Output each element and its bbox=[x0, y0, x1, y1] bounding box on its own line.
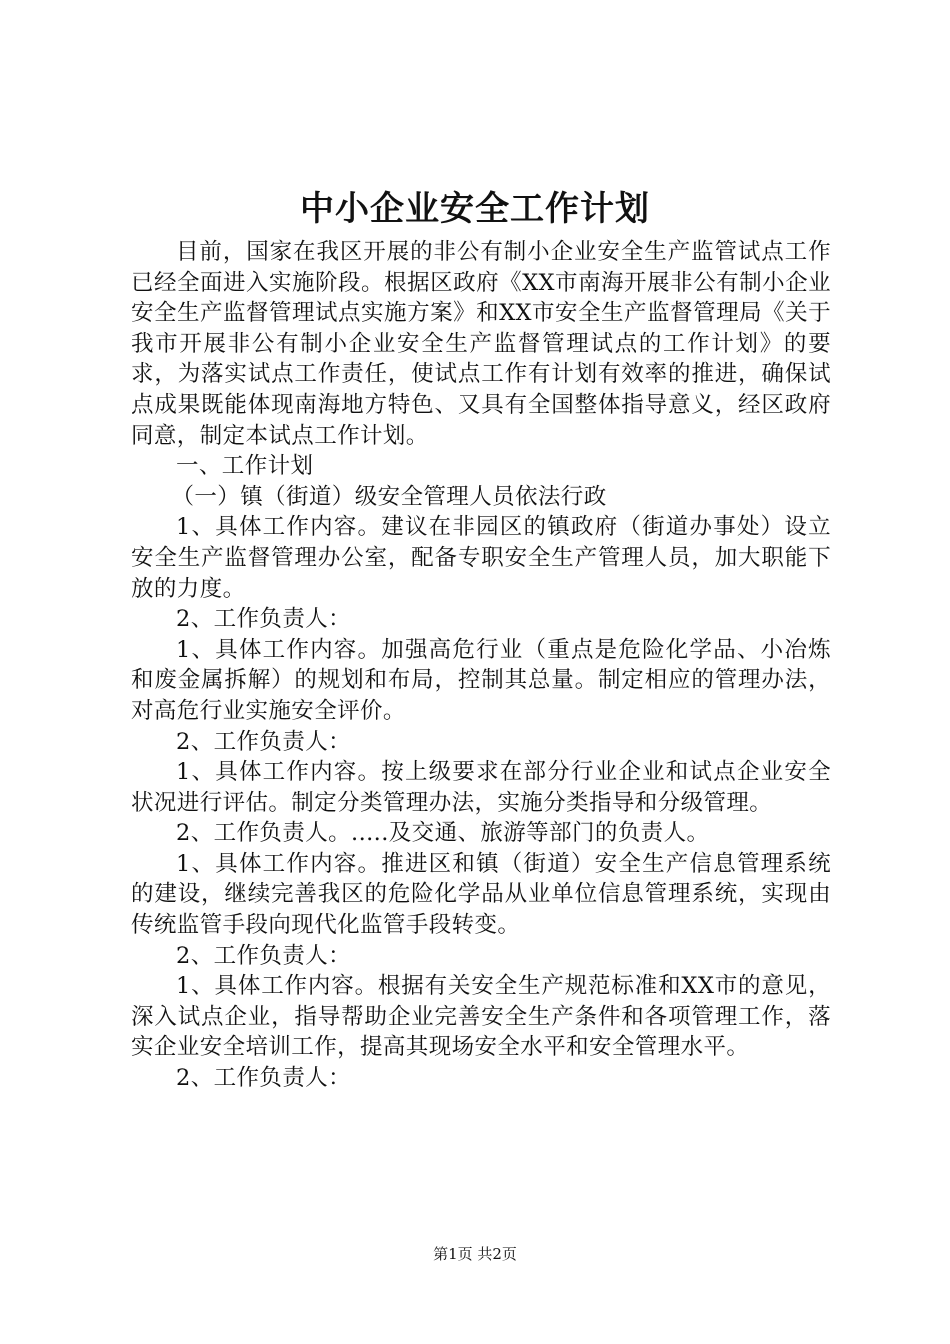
section-heading: 一、工作计划 bbox=[176, 453, 314, 480]
subsection-heading: （一）镇（街道）级安全管理人员依法行政 bbox=[171, 483, 607, 510]
body-paragraph: 1、具体工作内容。加强高危行业（重点是危险化学品、小冶炼和废金属拆解）的规划和布局，控制其总量。制定相应的管理办法，对高危行业实施安全评价。 bbox=[131, 636, 831, 724]
body-paragraph: 1、具体工作内容。建议在非园区的镇政府（街道办事处）设立安全生产监督管理办公室，配备专职安全生产管理人员，加大职能下放的力度。 bbox=[131, 514, 831, 602]
document-body bbox=[131, 237, 831, 1094]
document-title: 中小企业安全工作计划 bbox=[300, 189, 650, 229]
body-paragraph: 2、工作负责人。.....及交通、旅游等部门的负责人。 bbox=[176, 820, 710, 847]
body-paragraph: 2、工作负责人： bbox=[176, 728, 352, 755]
body-paragraph: 1、具体工作内容。按上级要求在部分行业企业和试点企业安全状况进行评估。制定分类管理办法，实施分类指导和分级管理。 bbox=[131, 759, 831, 816]
intro-paragraph: 目前，国家在我区开展的非公有制小企业安全生产监管试点工作已经全面进入实施阶段。根据区政府《XX市南海开展非公有制小企业安全生产监督管理试点实施方案》和XX市安全生产监督管理局《关于我市开展非公有制小企业安全生产监督管理试点的工作计划》的要求，为落实试点工作责任，使试点工作有计划有效率的推进，确保试点成果既能体现南海地方特色、又具有全国整体指导意义，经区政府同意，制定本试点工作计划。 bbox=[131, 239, 831, 449]
body-paragraph: 2、工作负责人： bbox=[176, 606, 352, 633]
body-paragraph: 1、具体工作内容。推进区和镇（街道）安全生产信息管理系统的建设，继续完善我区的危险化学品从业单位信息管理系统，实现由传统监管手段向现代化监管手段转变。 bbox=[131, 850, 831, 939]
body-paragraph: 2、工作负责人： bbox=[176, 942, 352, 969]
body-paragraph: 2、工作负责人： bbox=[176, 1065, 352, 1092]
page-number-footer: 第1页 共2页 bbox=[433, 1245, 517, 1263]
body-paragraph: 1、具体工作内容。根据有关安全生产规范标准和XX市的意见，深入试点企业，指导帮助企业完善安全生产条件和各项管理工作，落实企业安全培训工作，提高其现场安全水平和安全管理水平。 bbox=[131, 973, 831, 1061]
